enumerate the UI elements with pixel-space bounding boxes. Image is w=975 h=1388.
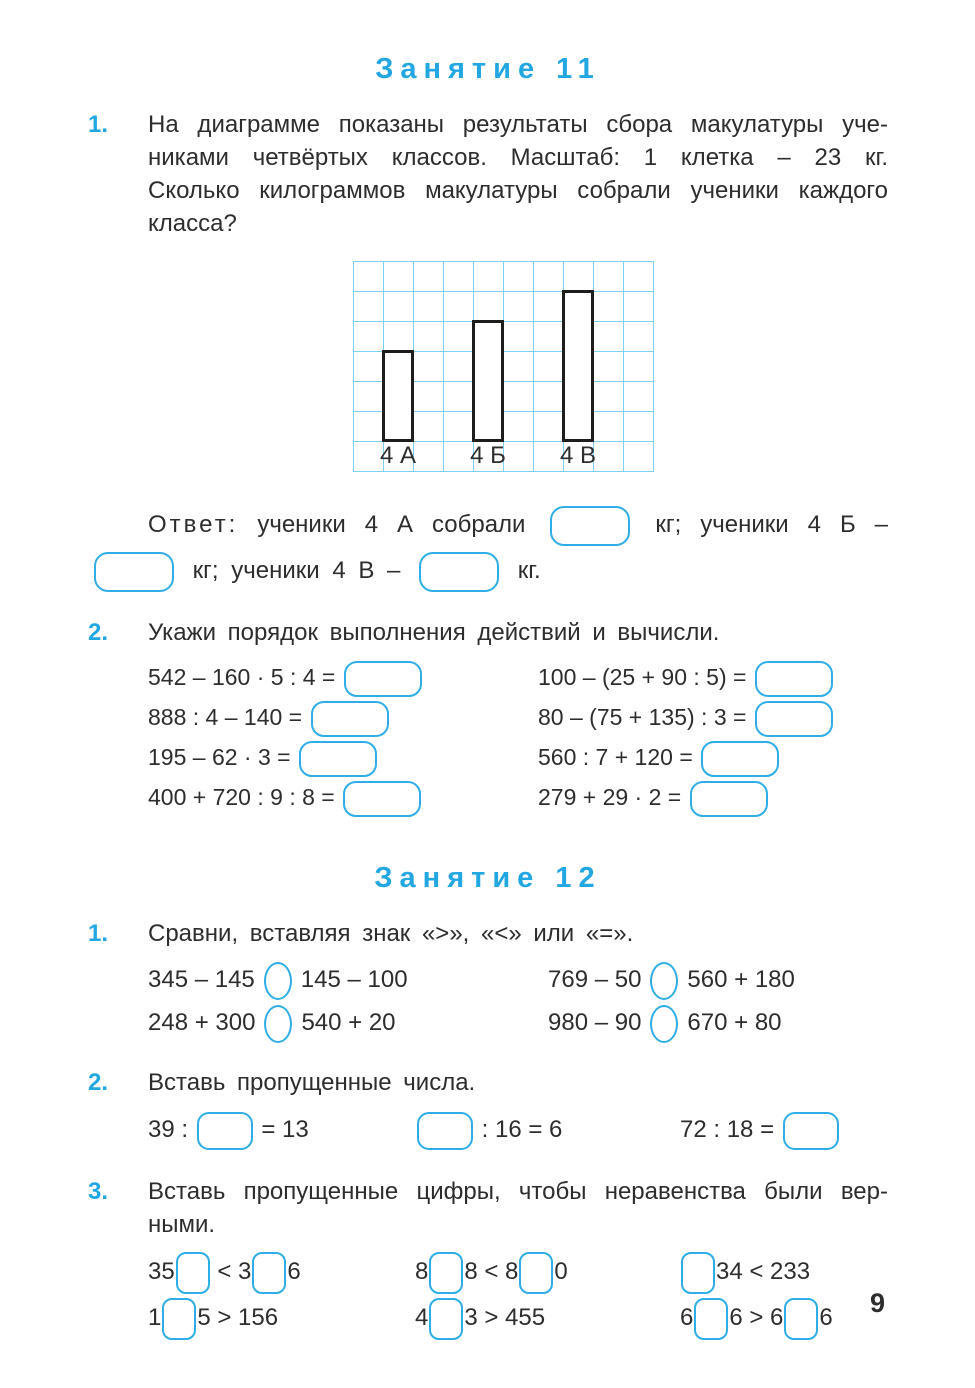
expr-text: 39 :: [148, 1116, 195, 1143]
comparison-grid: [148, 958, 888, 1044]
comparison: [548, 958, 888, 1001]
task-11-1-text: [148, 108, 888, 240]
answer-text: кг.: [517, 557, 541, 584]
answer-box-4a[interactable]: [550, 506, 630, 546]
task-11-2-number: 2.: [88, 619, 109, 646]
expr-text: 279 + 29 · 2 =: [538, 784, 688, 810]
answer-box[interactable]: [681, 1252, 715, 1294]
expr-text: 542 – 160 · 5 : 4 =: [148, 664, 342, 690]
answer-text: ученики 4 А собрали: [257, 511, 526, 538]
expression: [538, 777, 888, 817]
comparison-circle[interactable]: [264, 1005, 292, 1043]
task-11-2-text: Укажи порядок выполнения действий и вычисли.: [148, 619, 720, 646]
answer-box[interactable]: [344, 661, 422, 697]
task-12-1: [88, 917, 888, 1044]
task-11-1: [88, 108, 888, 594]
expr-text: 6: [819, 1304, 833, 1331]
expr-text: 34 < 233: [716, 1258, 811, 1285]
lesson12-title: Занятие 12: [374, 862, 602, 894]
task-11-1-number: 1.: [88, 111, 109, 138]
inequality: [680, 1249, 888, 1295]
task-12-1-text: Сравни, вставляя знак «>», «<» или «=».: [148, 920, 634, 947]
answer-box[interactable]: [252, 1252, 286, 1294]
task-12-2: [88, 1066, 888, 1153]
expr-text: 560 + 180: [687, 966, 795, 993]
answer-box[interactable]: [519, 1252, 553, 1294]
expr-text: 248 + 300: [148, 1009, 256, 1036]
task-12-3: [88, 1175, 888, 1341]
answer-box[interactable]: [197, 1112, 253, 1150]
task-11-2: [88, 616, 888, 817]
expression: [148, 697, 538, 737]
expression: [538, 697, 888, 737]
answer-line-1: [148, 502, 888, 548]
comparison-circle[interactable]: [650, 962, 678, 1000]
answer-block: [148, 502, 888, 594]
expression: [148, 657, 538, 697]
answer-text: кг; ученики 4 Б –: [655, 511, 889, 538]
expr-text: 980 – 90: [548, 1009, 642, 1036]
chart-wrap: [353, 261, 888, 472]
inequality-row-2: [148, 1295, 888, 1341]
expr-text: 195 – 62 · 3 =: [148, 744, 297, 770]
comparison-circle[interactable]: [264, 962, 292, 1000]
chart-bar-label: 4 Б: [470, 442, 506, 469]
expr-text: 888 : 4 – 140 =: [148, 704, 309, 730]
answer-box[interactable]: [694, 1298, 728, 1340]
expression: [538, 657, 888, 697]
answer-box[interactable]: [299, 741, 377, 777]
answer-box[interactable]: [429, 1298, 463, 1340]
text-line: На диаграмме показаны результаты сбора макулатуры уче-: [148, 111, 888, 138]
expression: [148, 737, 538, 777]
comparison-circle[interactable]: [650, 1005, 678, 1043]
equation: [415, 1107, 680, 1153]
expr-text: 4: [415, 1304, 429, 1331]
answer-box-4v[interactable]: [419, 552, 499, 592]
expr-text: 35: [148, 1258, 175, 1285]
expr-text: 8 < 8: [464, 1258, 519, 1285]
answer-box[interactable]: [755, 661, 833, 697]
expr-text: 80 – (75 + 135) : 3 =: [538, 704, 753, 730]
inequality: [148, 1295, 415, 1341]
expr-text: = 13: [254, 1116, 309, 1143]
expr-text: 769 – 50: [548, 966, 642, 993]
chart-bar-label: 4 А: [379, 442, 417, 469]
answer-box[interactable]: [784, 1298, 818, 1340]
answer-box[interactable]: [176, 1252, 210, 1294]
expr-text: 3 > 455: [464, 1304, 546, 1331]
bar-chart: [353, 261, 654, 472]
answer-box-4b[interactable]: [94, 552, 174, 592]
answer-box[interactable]: [311, 701, 389, 737]
expr-text: 6: [287, 1258, 301, 1285]
comparison: [548, 1001, 888, 1044]
task-12-2-number: 2.: [88, 1069, 109, 1096]
expr-text: 6: [680, 1304, 694, 1331]
chart-bar: [382, 350, 414, 442]
expr-text: 145 – 100: [300, 966, 408, 993]
chart-bar-label: 4 В: [559, 442, 597, 469]
inequality: [148, 1249, 415, 1295]
answer-label: Ответ:: [148, 511, 239, 538]
expr-text: 100 – (25 + 90 : 5) =: [538, 664, 753, 690]
answer-text: кг; ученики 4 В –: [192, 557, 401, 584]
text-line: класса?: [148, 210, 237, 237]
answer-box[interactable]: [429, 1252, 463, 1294]
chart-bar: [562, 290, 594, 442]
expr-text: 5 > 156: [197, 1304, 279, 1331]
expr-text: 670 + 80: [687, 1009, 782, 1036]
expr-text: 8: [415, 1258, 429, 1285]
expr-text: < 3: [210, 1258, 252, 1285]
inequality: [415, 1249, 680, 1295]
task-12-3-number: 3.: [88, 1178, 109, 1205]
expr-text: 345 – 145: [148, 966, 255, 993]
inequality: [415, 1295, 680, 1341]
text-line: Вставь пропущенные цифры, чтобы неравенства были вер-: [148, 1178, 888, 1205]
lesson11-title: Занятие 11: [375, 53, 601, 85]
answer-box[interactable]: [690, 781, 768, 817]
answer-box[interactable]: [783, 1112, 839, 1150]
answer-box[interactable]: [162, 1298, 196, 1340]
expr-text: 6 > 6: [729, 1304, 784, 1331]
expr-text: 72 : 18 =: [680, 1116, 781, 1143]
expr-text: 540 + 20: [301, 1009, 396, 1036]
expression: [538, 737, 888, 777]
page-number: 9: [869, 1288, 885, 1318]
expression: [148, 777, 538, 817]
expr-text: 1: [148, 1304, 162, 1331]
expr-text: 400 + 720 : 9 : 8 =: [148, 784, 342, 810]
text-line: ными.: [148, 1211, 216, 1238]
missing-number-row: [148, 1107, 888, 1153]
task-12-1-number: 1.: [88, 920, 109, 947]
inequality-row-1: [148, 1249, 888, 1295]
expr-text: 560 : 7 + 120 =: [538, 744, 700, 770]
comparison: [148, 1001, 548, 1044]
expr-text: 0: [554, 1258, 568, 1285]
equation: [680, 1107, 888, 1153]
expr-text: : 16 = 6: [475, 1116, 563, 1143]
answer-box[interactable]: [343, 781, 421, 817]
equation: [148, 1107, 415, 1153]
answer-line-2: [88, 548, 888, 594]
text-line: никами четвёртых классов. Масштаб: 1 клетка – 23 кг.: [148, 144, 888, 171]
chart-bar: [472, 320, 504, 442]
comparison: [148, 958, 548, 1001]
answer-box[interactable]: [755, 701, 833, 737]
expression-grid: [148, 657, 888, 817]
text-line: Сколько килограммов макулатуры собрали ученики каждого: [148, 177, 888, 204]
task-12-3-text: [148, 1175, 888, 1241]
inequality: [680, 1295, 888, 1341]
answer-box[interactable]: [417, 1112, 473, 1150]
task-12-2-text: Вставь пропущенные числа.: [148, 1069, 476, 1096]
answer-box[interactable]: [701, 741, 779, 777]
